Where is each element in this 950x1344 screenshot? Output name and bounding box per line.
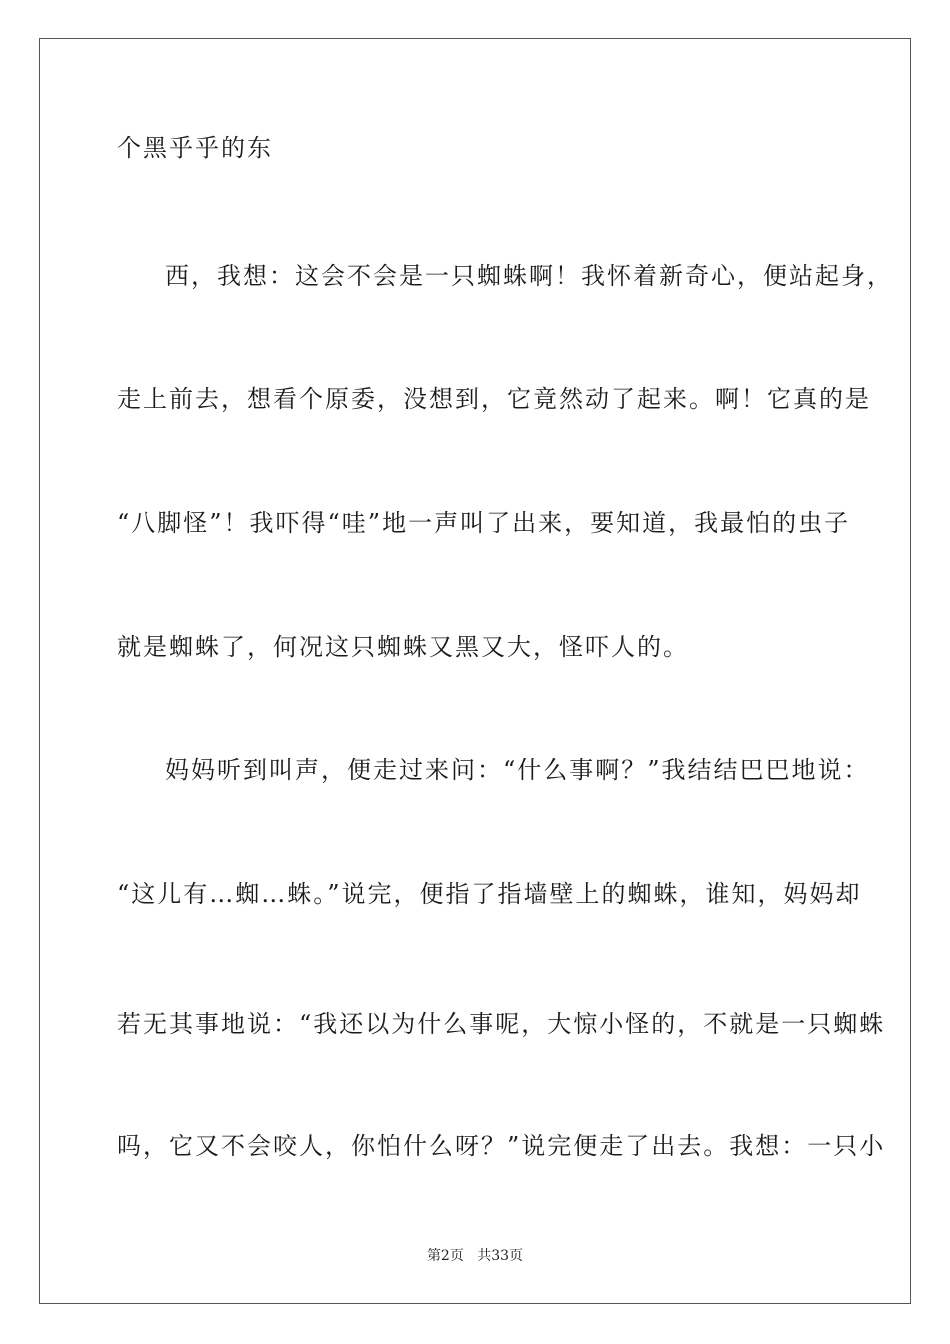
page-number: 第2页: [426, 1248, 464, 1264]
text-line-3: 走上前去，想看个原委，没想到，它竟然动了起来。啊！它真的是: [117, 385, 871, 413]
text-line-2: 西，我想：这会不会是一只蜘蛛啊！我怀着新奇心，便站起身，: [165, 262, 893, 290]
text-line-7: “这儿有…蜘…蛛。”说完，便指了指墙壁上的蜘蛛，谁知，妈妈却: [117, 880, 862, 908]
text-line-4: “八脚怪”！我吓得“哇”地一声叫了出来，要知道，我最怕的虫子: [117, 509, 851, 537]
page-frame: [39, 38, 911, 1304]
total-pages: 共33页: [477, 1248, 524, 1264]
page-footer: [0, 1247, 950, 1265]
footer-gap: [464, 1248, 477, 1264]
text-line-1: 个黑乎乎的东: [117, 134, 273, 162]
text-line-8: 若无其事地说：“我还以为什么事呢，大惊小怪的，不就是一只蜘蛛: [117, 1010, 886, 1038]
text-line-6: 妈妈听到叫声，便走过来问：“什么事啊？”我结结巴巴地说：: [165, 756, 870, 784]
text-line-9: 吗，它又不会咬人，你怕什么呀？”说完便走了出去。我想：一只小: [117, 1132, 886, 1160]
text-line-5: 就是蜘蛛了，何况这只蜘蛛又黑又大，怪吓人的。: [117, 633, 689, 661]
